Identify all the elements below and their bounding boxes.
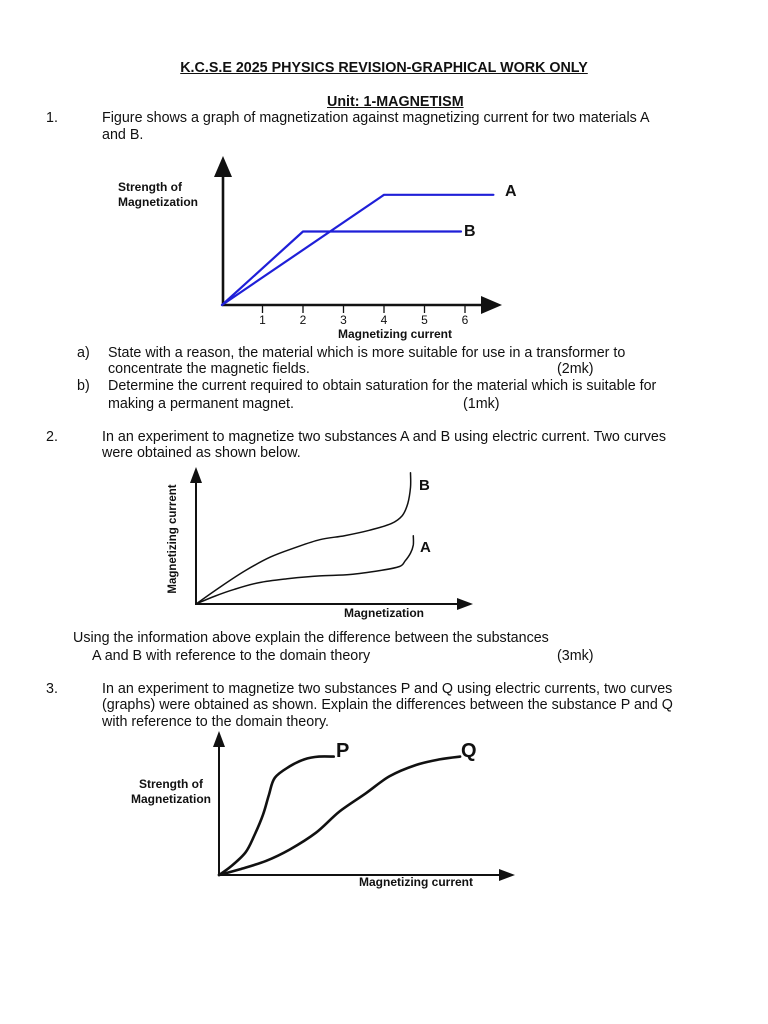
question-2-text-line: In an experiment to magnetize two substances A and B using electric current. Two curves — [102, 429, 666, 445]
chart2-y-axis-arrow — [190, 467, 202, 483]
chart1-x-tick-label: 1 — [259, 313, 266, 327]
question-1-text-line: Figure shows a graph of magnetization against magnetizing current for two materials A — [102, 110, 650, 126]
question-1-text-line: and B. — [102, 127, 144, 143]
chart1-series — [222, 195, 493, 305]
chart3-y-axis-label-line1: Strength of — [139, 777, 203, 791]
chart2-series-line-a — [196, 536, 413, 604]
chart3-y-axis-label-line2: Magnetization — [131, 792, 211, 806]
question-3-text-line: (graphs) were obtained as shown. Explain the differences between the substance P and Q — [102, 697, 673, 713]
chart3-x-axis-arrow — [499, 869, 515, 881]
chart2-series-line-b — [196, 473, 411, 604]
question-1b-marks: (1mk) — [463, 396, 500, 412]
question-2-text-line: were obtained as shown below. — [102, 445, 301, 461]
chart1-series-line-b — [222, 232, 461, 306]
chart1-y-axis-label-line1: Strength of — [118, 180, 182, 194]
chart1-y-axis-arrow — [214, 156, 232, 177]
chart-1-magnetization-vs-current — [118, 156, 517, 341]
chart1-series-label-a: A — [505, 183, 517, 200]
chart3-y-axis-arrow — [213, 731, 225, 747]
question-3-text-line: In an experiment to magnetize two substances P and Q using electric currents, two curves — [102, 681, 673, 697]
question-3-text-line: with reference to the domain theory. — [102, 714, 330, 730]
chart2-y-axis-label: Magnetizing current — [167, 484, 179, 594]
question-1a-text-line: State with a reason, the material which is more suitable for use in a transformer to — [108, 345, 626, 361]
chart2-x-axis-label: Magnetization — [344, 606, 424, 620]
chart1-x-tick-label: 6 — [461, 313, 469, 327]
chart2-series — [196, 473, 413, 604]
chart3-series-label-p: P — [336, 740, 350, 762]
chart1-x-tick-label: 5 — [421, 313, 428, 327]
question-2-number: 2. — [46, 429, 58, 445]
question-1a-label: a) — [77, 345, 90, 361]
chart-3-magnetization-vs-current — [131, 731, 515, 889]
page-title: K.C.S.E 2025 PHYSICS REVISION-GRAPHICAL WORK ONLY — [180, 60, 588, 76]
chart1-x-tick-label: 2 — [299, 313, 307, 327]
question-2-marks: (3mk) — [557, 648, 594, 664]
question-1a-text-line: concentrate the magnetic fields. — [108, 361, 310, 377]
question-1b-label: b) — [77, 378, 90, 394]
chart3-series — [219, 756, 460, 875]
unit-heading: Unit: 1-MAGNETISM — [327, 94, 464, 110]
question-1a-marks: (2mk) — [557, 361, 594, 377]
chart1-x-axis-label: Magnetizing current — [338, 327, 453, 341]
chart3-x-axis-label: Magnetizing current — [359, 875, 474, 889]
chart-2-current-vs-magnetization — [167, 467, 473, 620]
chart3-series-label-q: Q — [461, 740, 477, 762]
chart1-series-line-a — [222, 195, 493, 305]
question-2-followup-line: A and B with reference to the domain theory — [92, 648, 371, 664]
chart1-x-axis-arrow — [481, 296, 502, 314]
chart1-x-tick-label: 4 — [380, 313, 388, 327]
chart2-series-label-a: A — [420, 539, 431, 556]
chart1-x-tick-label: 3 — [340, 313, 347, 327]
chart1-y-axis-label-line2: Magnetization — [118, 195, 198, 209]
chart2-series-label-b: B — [419, 477, 430, 494]
question-1b-text-line: making a permanent magnet. — [108, 396, 294, 412]
chart1-series-label-b: B — [464, 223, 476, 240]
chart3-series-line-q — [219, 757, 460, 875]
question-2-followup-line: Using the information above explain the difference between the substances — [73, 630, 549, 646]
question-1-number: 1. — [46, 110, 58, 126]
chart1-x-ticks — [259, 306, 469, 327]
chart2-x-axis-arrow — [457, 598, 473, 610]
question-3-number: 3. — [46, 681, 58, 697]
question-1b-text-line: Determine the current required to obtain saturation for the material which is suitable for — [108, 378, 657, 394]
